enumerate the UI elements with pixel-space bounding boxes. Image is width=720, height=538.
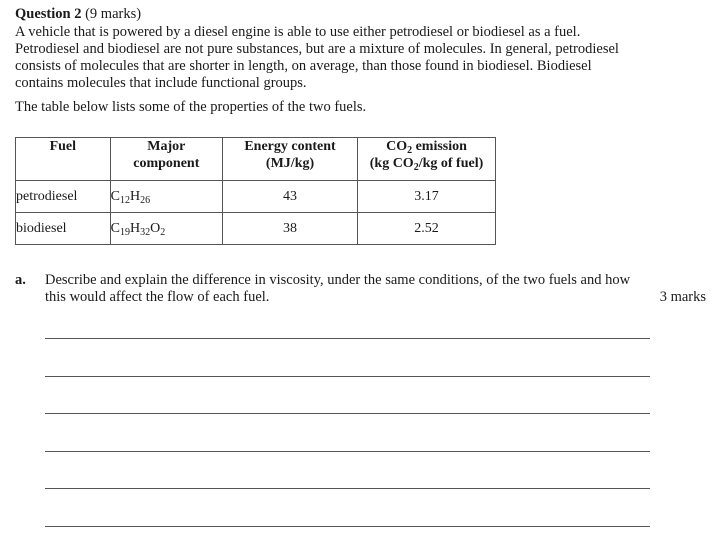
part-a-label: a. [15, 272, 26, 288]
table-header-row [16, 138, 496, 181]
table-row [16, 181, 496, 213]
part-a-marks: 3 marks [659, 289, 706, 305]
answer-line[interactable] [45, 338, 650, 339]
fuel-name-cell: biodiesel [16, 213, 111, 245]
question-marks: (9 marks) [85, 6, 142, 22]
answer-line[interactable] [45, 413, 650, 414]
fuel-properties-table [15, 137, 496, 245]
question-heading [15, 6, 141, 23]
co2-cell: 2.52 [358, 213, 496, 245]
table-intro: The table below lists some of the properties of the two fuels. [15, 99, 367, 115]
intro-line-2: Petrodiesel and biodiesel are not pure substances, but are a mixture of molecules. In general, petrodiesel [15, 41, 619, 57]
answer-line[interactable] [45, 376, 650, 377]
answer-line[interactable] [45, 526, 650, 527]
answer-line[interactable] [45, 451, 650, 452]
part-a-line-2: this would affect the flow of each fuel. [45, 289, 270, 305]
answer-line[interactable] [45, 488, 650, 489]
energy-cell: 38 [223, 213, 358, 245]
header-co2-emission: $CO_2$ emission (kg $CO_2/kg$ of fuel) [358, 138, 496, 181]
intro-line-3: consists of molecules that are shorter in length, on average, than those found in biodiesel. Biodiesel [15, 58, 592, 74]
formula-cell: $C_{19}H_{32}O_2$ [110, 213, 222, 245]
header-fuel: Fuel [16, 138, 111, 181]
part-a-line-1: Describe and explain the difference in viscosity, under the same conditions, of the two fuels and how [45, 272, 631, 288]
question-title: Question 2 [15, 6, 82, 22]
header-major-component: Major component [110, 138, 222, 181]
co2-cell: 3.17 [358, 181, 496, 213]
energy-cell: 43 [223, 181, 358, 213]
part-a-question [45, 272, 630, 306]
intro-line-1: A vehicle that is powered by a diesel engine is able to use either petrodiesel or biodiesel as a fuel. [15, 24, 581, 40]
formula-cell: $C_{12}H_{26}$ [110, 181, 222, 213]
header-energy-content: Energy content (MJ/kg) [223, 138, 358, 181]
intro-line-4: contains molecules that include functional groups. [15, 75, 307, 91]
fuel-name-cell: petrodiesel [16, 181, 111, 213]
table-row [16, 213, 496, 245]
